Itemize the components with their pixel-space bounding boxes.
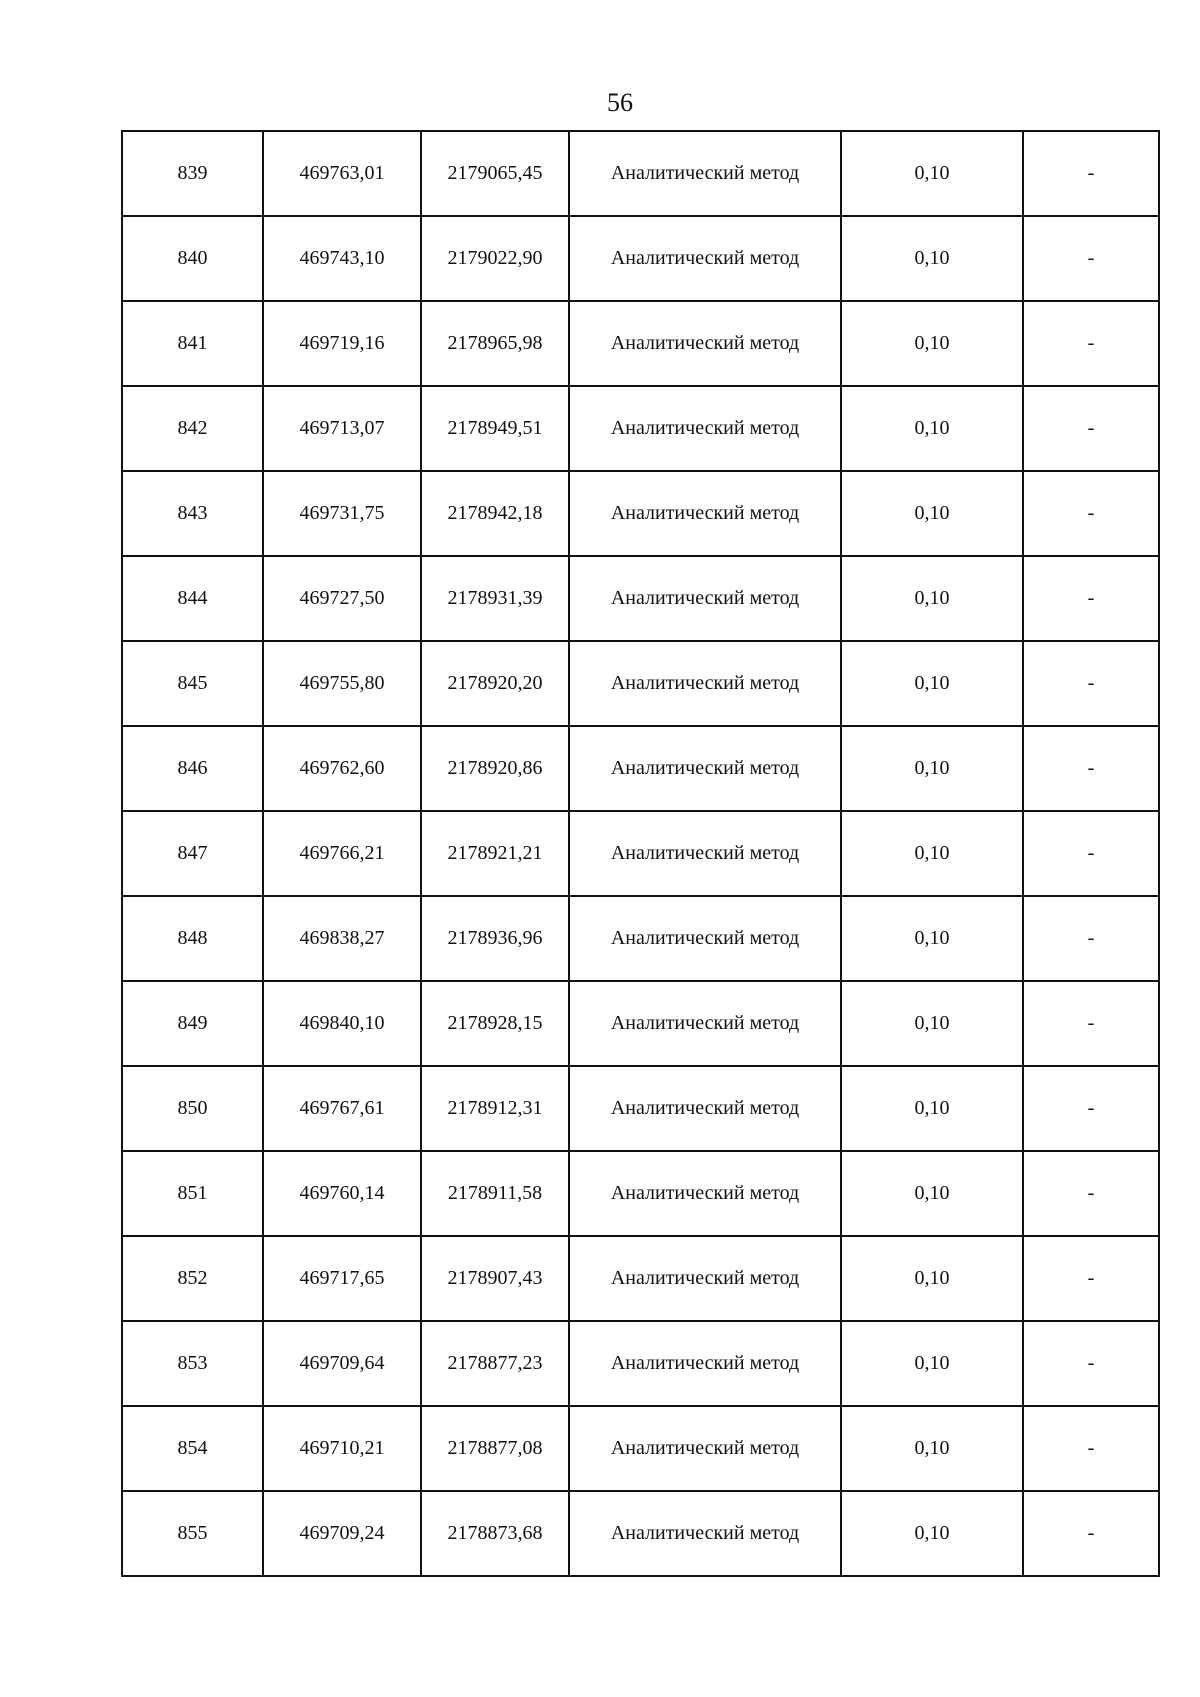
x-coordinate-cell: 469838,27 [263,896,421,981]
point-number-cell: 850 [122,1066,263,1151]
method-cell: Аналитический метод [569,471,841,556]
table-row [122,981,1159,1066]
x-coordinate-cell: 469719,16 [263,301,421,386]
y-coordinate-cell: 2179022,90 [421,216,569,301]
coordinates-table [121,130,1160,1577]
method-cell: Аналитический метод [569,131,841,216]
table-row [122,301,1159,386]
table-row [122,216,1159,301]
method-cell: Аналитический метод [569,1321,841,1406]
x-coordinate-cell: 469763,01 [263,131,421,216]
method-cell: Аналитический метод [569,1406,841,1491]
x-coordinate-cell: 469710,21 [263,1406,421,1491]
x-coordinate-cell: 469713,07 [263,386,421,471]
y-coordinate-cell: 2178920,86 [421,726,569,811]
point-number-cell: 851 [122,1151,263,1236]
point-number-cell: 848 [122,896,263,981]
accuracy-cell: 0,10 [841,216,1023,301]
method-cell: Аналитический метод [569,1151,841,1236]
x-coordinate-cell: 469709,24 [263,1491,421,1576]
accuracy-cell: 0,10 [841,556,1023,641]
method-cell: Аналитический метод [569,556,841,641]
point-number-cell: 839 [122,131,263,216]
description-cell: - [1023,386,1159,471]
description-cell: - [1023,556,1159,641]
y-coordinate-cell: 2178965,98 [421,301,569,386]
description-cell: - [1023,641,1159,726]
method-cell: Аналитический метод [569,896,841,981]
description-cell: - [1023,301,1159,386]
description-cell: - [1023,216,1159,301]
table-row [122,1406,1159,1491]
point-number-cell: 846 [122,726,263,811]
accuracy-cell: 0,10 [841,471,1023,556]
point-number-cell: 847 [122,811,263,896]
method-cell: Аналитический метод [569,301,841,386]
point-number-cell: 854 [122,1406,263,1491]
x-coordinate-cell: 469727,50 [263,556,421,641]
accuracy-cell: 0,10 [841,1066,1023,1151]
y-coordinate-cell: 2178911,58 [421,1151,569,1236]
table-row [122,386,1159,471]
accuracy-cell: 0,10 [841,1236,1023,1321]
y-coordinate-cell: 2179065,45 [421,131,569,216]
point-number-cell: 855 [122,1491,263,1576]
table-row [122,1321,1159,1406]
description-cell: - [1023,131,1159,216]
description-cell: - [1023,981,1159,1066]
point-number-cell: 844 [122,556,263,641]
method-cell: Аналитический метод [569,1491,841,1576]
table-row [122,896,1159,981]
y-coordinate-cell: 2178921,21 [421,811,569,896]
description-cell: - [1023,1321,1159,1406]
coordinates-table-body [122,131,1159,1576]
y-coordinate-cell: 2178920,20 [421,641,569,726]
table-row [122,726,1159,811]
accuracy-cell: 0,10 [841,301,1023,386]
y-coordinate-cell: 2178931,39 [421,556,569,641]
method-cell: Аналитический метод [569,386,841,471]
description-cell: - [1023,896,1159,981]
description-cell: - [1023,1491,1159,1576]
x-coordinate-cell: 469709,64 [263,1321,421,1406]
y-coordinate-cell: 2178907,43 [421,1236,569,1321]
accuracy-cell: 0,10 [841,386,1023,471]
description-cell: - [1023,471,1159,556]
point-number-cell: 852 [122,1236,263,1321]
accuracy-cell: 0,10 [841,726,1023,811]
table-row [122,1066,1159,1151]
point-number-cell: 849 [122,981,263,1066]
table-row [122,1151,1159,1236]
point-number-cell: 843 [122,471,263,556]
x-coordinate-cell: 469762,60 [263,726,421,811]
table-row [122,1236,1159,1321]
accuracy-cell: 0,10 [841,1406,1023,1491]
x-coordinate-cell: 469743,10 [263,216,421,301]
y-coordinate-cell: 2178873,68 [421,1491,569,1576]
table-row [122,556,1159,641]
accuracy-cell: 0,10 [841,896,1023,981]
method-cell: Аналитический метод [569,1236,841,1321]
description-cell: - [1023,726,1159,811]
x-coordinate-cell: 469717,65 [263,1236,421,1321]
point-number-cell: 853 [122,1321,263,1406]
x-coordinate-cell: 469766,21 [263,811,421,896]
accuracy-cell: 0,10 [841,981,1023,1066]
method-cell: Аналитический метод [569,216,841,301]
accuracy-cell: 0,10 [841,1491,1023,1576]
method-cell: Аналитический метод [569,641,841,726]
y-coordinate-cell: 2178942,18 [421,471,569,556]
accuracy-cell: 0,10 [841,641,1023,726]
table-row [122,1491,1159,1576]
table-row [122,641,1159,726]
y-coordinate-cell: 2178877,08 [421,1406,569,1491]
y-coordinate-cell: 2178949,51 [421,386,569,471]
y-coordinate-cell: 2178877,23 [421,1321,569,1406]
point-number-cell: 840 [122,216,263,301]
table-row [122,471,1159,556]
x-coordinate-cell: 469731,75 [263,471,421,556]
point-number-cell: 841 [122,301,263,386]
accuracy-cell: 0,10 [841,1321,1023,1406]
y-coordinate-cell: 2178928,15 [421,981,569,1066]
page-number: 56 [607,88,633,117]
x-coordinate-cell: 469840,10 [263,981,421,1066]
accuracy-cell: 0,10 [841,131,1023,216]
x-coordinate-cell: 469767,61 [263,1066,421,1151]
method-cell: Аналитический метод [569,1066,841,1151]
x-coordinate-cell: 469755,80 [263,641,421,726]
y-coordinate-cell: 2178912,31 [421,1066,569,1151]
description-cell: - [1023,811,1159,896]
point-number-cell: 845 [122,641,263,726]
accuracy-cell: 0,10 [841,1151,1023,1236]
description-cell: - [1023,1236,1159,1321]
method-cell: Аналитический метод [569,726,841,811]
method-cell: Аналитический метод [569,981,841,1066]
y-coordinate-cell: 2178936,96 [421,896,569,981]
table-row [122,811,1159,896]
accuracy-cell: 0,10 [841,811,1023,896]
description-cell: - [1023,1406,1159,1491]
description-cell: - [1023,1066,1159,1151]
table-row [122,131,1159,216]
point-number-cell: 842 [122,386,263,471]
x-coordinate-cell: 469760,14 [263,1151,421,1236]
method-cell: Аналитический метод [569,811,841,896]
description-cell: - [1023,1151,1159,1236]
